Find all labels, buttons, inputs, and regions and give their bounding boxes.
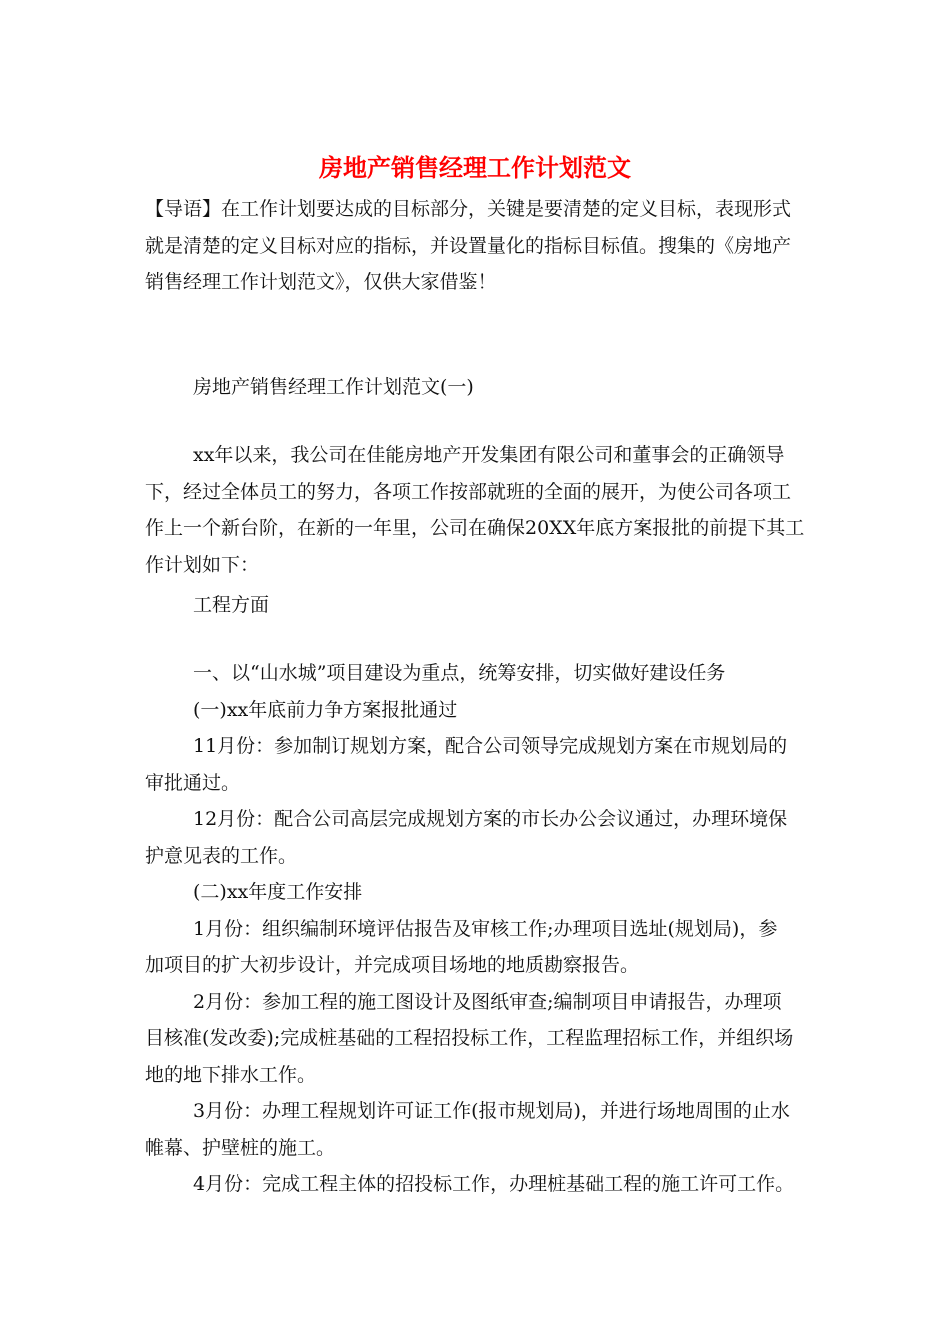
plan-line: 11月份：参加制订规划方案，配合公司领导完成规划方案在市规划局的 [193, 735, 788, 757]
paragraph-line: 作计划如下： [145, 553, 260, 576]
plan-body [145, 655, 805, 1203]
plan-line: 3月份：办理工程规划许可证工作(报市规划局)，并进行场地周围的止水 [193, 1100, 790, 1122]
plan-subheading: (二)xx年度工作安排 [193, 881, 363, 903]
plan-subheading: (一)xx年底前力争方案报批通过 [193, 698, 458, 721]
plan-line: 加项目的扩大初步设计，并完成项目场地的地质勘察报告。 [145, 954, 640, 976]
plan-heading: 一、以“山水城”项目建设为重点，统筹安排，切实做好建设任务 [193, 662, 726, 684]
section-heading-block [145, 369, 805, 406]
opening-paragraph [145, 437, 805, 583]
intro-line: 【导语】在工作计划要达成的目标部分，关键是要清楚的定义目标，表现形式 [145, 198, 792, 220]
intro-line: 就是清楚的定义目标对应的指标，并设置量化的指标目标值。搜集的《房地产 [145, 234, 792, 257]
engineering-heading-block [145, 587, 805, 624]
intro-line: 销售经理工作计划范文》，仅供大家借鉴！ [145, 271, 497, 293]
plan-line: 帷幕、护壁桩的施工。 [145, 1136, 336, 1159]
plan-line: 4月份：完成工程主体的招投标工作，办理桩基础工程的施工许可工作。 [193, 1173, 795, 1195]
plan-line: 1月份：组织编制环境评估报告及审核工作;办理项目选址(规划局)，参 [193, 917, 778, 940]
plan-line: 地的地下排水工作。 [145, 1063, 317, 1086]
paragraph-line: 下，经过全体员工的努力，各项工作按部就班的全面的展开，为使公司各项工 [145, 480, 792, 503]
engineering-heading: 工程方面 [193, 594, 270, 616]
plan-line: 12月份：配合公司高层完成规划方案的市长办公会议通过，办理环境保 [193, 808, 788, 830]
document-title: 房地产销售经理工作计划范文 [319, 153, 631, 182]
plan-line: 目核准(发改委);完成桩基础的工程招投标工作，工程监理招标工作，并组织场 [145, 1027, 794, 1049]
plan-line: 审批通过。 [145, 771, 241, 794]
paragraph-line: 作上一个新台阶，在新的一年里，公司在确保20XX年底方案报批的前提下其工 [145, 517, 805, 539]
intro-paragraph [145, 191, 805, 301]
section-heading: 房地产销售经理工作计划范文(一) [193, 376, 474, 398]
paragraph-line: xx年以来，我公司在佳能房地产开发集团有限公司和董事会的正确领导 [193, 444, 785, 466]
plan-line: 护意见表的工作。 [145, 844, 298, 867]
plan-line: 2月份：参加工程的施工图设计及图纸审查;编制项目申请报告，办理项 [193, 990, 782, 1013]
